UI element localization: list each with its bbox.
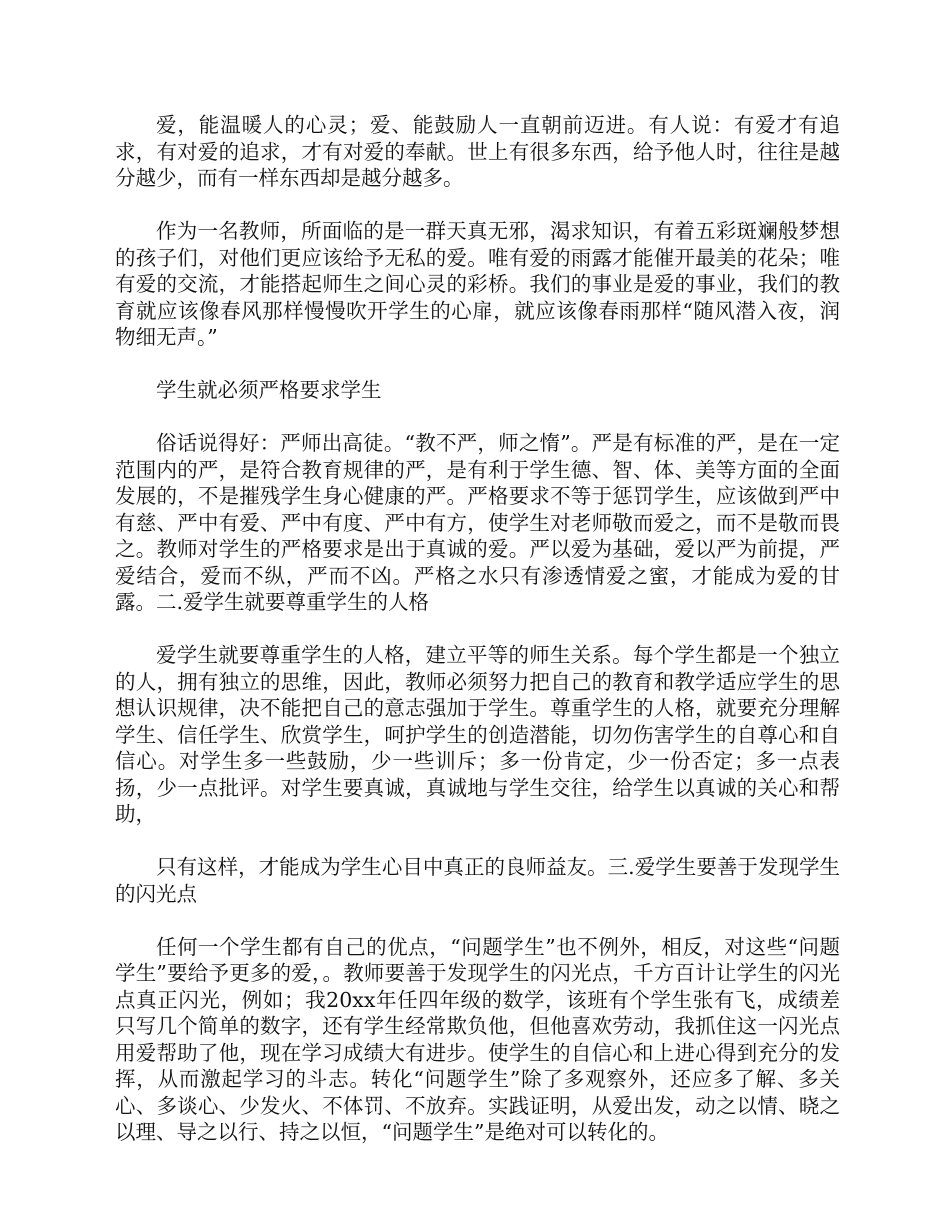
document-page bbox=[115, 112, 840, 1172]
paragraph-strict-teacher: 俗话说得好：严师出高徒。“教不严，师之惰”。严是有标准的严，是在一定范围内的严，是符合教育规律的严，是有利于学生德、智、体、美等方面的全面发展的，不是摧残学生身心健康的严。严格要求不等于惩罚学生，应该做到严中有慈、严中有爱、严中有度、严中有方，使学生对老师敬而爱之，而不是敬而畏之。教师对学生的严格要求是出于真诚的爱。严以爱为基础，爱以严为前提，严爱结合，爱而不纵，严而不凶。严格之水只有渗透情爱之蜜，才能成为爱的甘露。二.爱学生就要尊重学生的人格 bbox=[115, 431, 840, 614]
paragraph-respect-personality: 爱学生就要尊重学生的人格，建立平等的师生关系。每个学生都是一个独立的人，拥有独立的思维，因此，教师必须努力把自己的教育和教学适应学生的思想认识规律，决不能把自己的意志强加于学生。尊重学生的人格，就要充分理解学生、信任学生、欣赏学生，呵护学生的创造潜能，切勿伤害学生的自尊心和自信心。对学生多一些鼓励，少一些训斥；多一份肯定，少一份否定；多一点表扬，少一点批评。对学生要真诚，真诚地与学生交往，给学生以真诚的关心和帮助， bbox=[115, 643, 840, 826]
paragraph-problem-students: 任何一个学生都有自己的优点，“问题学生”也不例外，相反，对这些“问题学生”要给予更多的爱，。教师要善于发现学生的闪光点，千方百计让学生的闪光点真正闪光，例如；我20xx年任四年级的数学，该班有个学生张有飞，成绩差只写几个简单的数字，还有学生经常欺负他，但他喜欢劳动，我抓住这一闪光点用爱帮助了他，现在学习成绩大有进步。使学生的自信心和上进心得到充分的发挥，从而激起学习的斗志。转化“问题学生”除了多观察外，还应多了解、多关心、多谈心、少发火、不体罚、不放弃。实践证明，从爱出发，动之以情、晓之以理、导之以行、持之以恒，“问题学生”是绝对可以转化的。 bbox=[115, 934, 840, 1144]
paragraph-love-intro: 爱，能温暖人的心灵；爱、能鼓励人一直朝前迈进。有人说：有爱才有追求，有对爱的追求，才有对爱的奉献。世上有很多东西，给予他人时，往往是越分越少，而有一样东西却是越分越多。 bbox=[115, 113, 840, 190]
paragraph-good-mentor: 只有这样，才能成为学生心目中真正的良师益友。三.爱学生要善于发现学生的闪光点 bbox=[115, 855, 840, 906]
section-heading-strict-requirements: 学生就必须严格要求学生 bbox=[156, 378, 382, 402]
paragraph-teacher-role: 作为一名教师，所面临的是一群天真无邪，渴求知识，有着五彩斑斓般梦想的孩子们，对他们更应该给予无私的爱。唯有爱的雨露才能催开最美的花朵；唯有爱的交流，才能搭起师生之间心灵的彩桥。我们的事业是爱的事业，我们的教育就应该像春风那样慢慢吹开学生的心扉，就应该像春雨那样“随风潜入夜，润物细无声。” bbox=[115, 219, 840, 349]
